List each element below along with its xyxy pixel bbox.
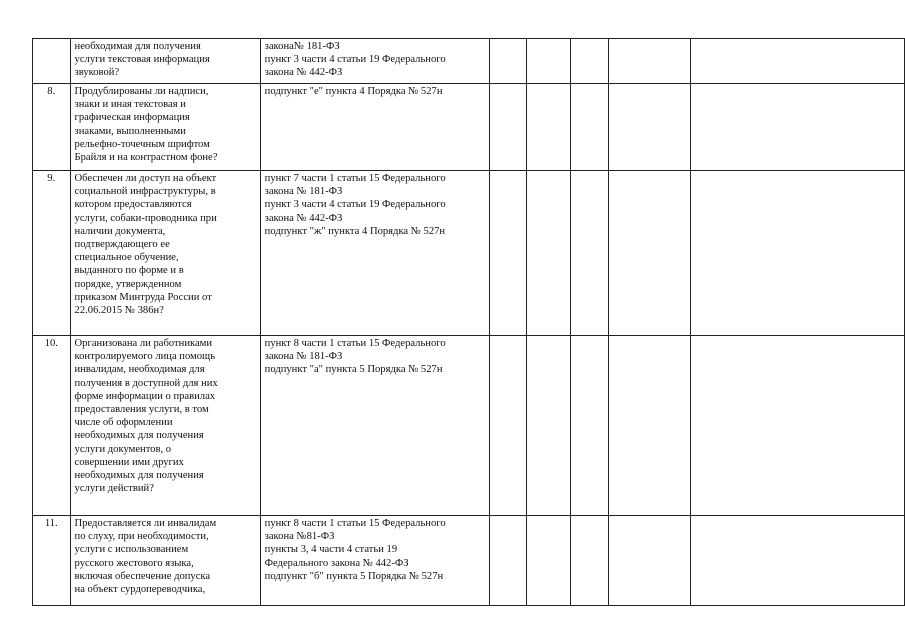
question-text: услуги действий?	[74, 483, 154, 495]
legal-reference: пункты 3, 4 части 4 статьи 19	[264, 544, 398, 556]
question-text: социальной инфраструктуры, в	[74, 186, 216, 198]
legal-reference: закона № 442-ФЗ	[264, 67, 343, 79]
notes-cell	[691, 171, 905, 336]
question-text: необходимых для получения	[74, 430, 204, 442]
question-text: Организована ли работниками	[74, 338, 213, 349]
legal-reference: пункт 3 части 4 статьи 19 Федерального	[264, 199, 446, 211]
answer-no-cell	[527, 516, 571, 606]
legal-reference: подпункт "ж" пункта 4 Порядка № 527н	[264, 225, 446, 237]
question-text: знаками, выполненными	[74, 125, 186, 137]
answer-yes-cell	[489, 171, 526, 336]
question-text: Обеспечен ли доступ на объект	[74, 173, 217, 184]
legal-reference: закона № 181-ФЗ	[264, 186, 343, 198]
question-text: контролируемого лица помощь	[74, 351, 216, 363]
question-text: получения в доступной для них	[74, 377, 218, 389]
answer-no-cell	[527, 84, 571, 171]
question-text: предоставления услуги, в том	[74, 404, 209, 416]
legal-reference: закона № 442-ФЗ	[264, 212, 343, 224]
reference-cell	[260, 171, 489, 336]
question-text: необходимая для получения	[74, 41, 201, 52]
points-cell	[609, 39, 691, 84]
question-cell	[70, 516, 260, 606]
question-text: Предоставляется ли инвалидам	[74, 518, 217, 529]
answer-na-cell	[571, 336, 609, 516]
question-text: числе об оформлении	[74, 417, 173, 429]
table-row	[33, 516, 905, 606]
row-number: 10.	[33, 336, 71, 516]
question-text: выданного по форме и в	[74, 265, 184, 277]
question-text: по слуху, при необходимости,	[74, 531, 209, 543]
legal-reference: подпункт "б" пункта 5 Порядка № 527н	[264, 570, 444, 582]
question-text: услуги текстовая информация	[74, 54, 210, 66]
question-text: услуги документов, о	[74, 443, 172, 455]
question-text: специальное обучение,	[74, 252, 179, 264]
question-text: форме информации о правилах	[74, 390, 216, 402]
reference-cell	[260, 84, 489, 171]
answer-yes-cell	[489, 516, 526, 606]
question-text: приказом Минтруда России от	[74, 291, 212, 303]
question-cell	[70, 171, 260, 336]
legal-reference: подпункт "е" пункта 4 Порядка № 527н	[264, 86, 443, 97]
question-text: Брайля и на контрастном фоне?	[74, 152, 218, 164]
question-text: на объект сурдопереводчика,	[74, 584, 206, 596]
question-text: совершении ими других	[74, 456, 184, 468]
question-cell	[70, 39, 260, 84]
row-number: 9.	[33, 171, 71, 336]
answer-na-cell	[571, 84, 609, 171]
notes-cell	[691, 39, 905, 84]
answer-na-cell	[571, 516, 609, 606]
legal-reference: закона №81-ФЗ	[264, 531, 335, 543]
question-text: порядке, утвержденном	[74, 278, 182, 290]
points-cell	[609, 84, 691, 171]
notes-cell	[691, 516, 905, 606]
answer-yes-cell	[489, 336, 526, 516]
legal-reference: пункт 8 части 1 статьи 15 Федерального	[264, 338, 446, 349]
notes-cell	[691, 84, 905, 171]
question-text: услуги с использованием	[74, 544, 189, 556]
question-text: наличии документа,	[74, 225, 166, 237]
question-text: котором предоставляются	[74, 199, 192, 211]
checklist-table	[32, 38, 905, 606]
legal-reference: закона№ 181-ФЗ	[264, 41, 340, 52]
points-cell	[609, 171, 691, 336]
answer-na-cell	[571, 39, 609, 84]
legal-reference: пункт 3 части 4 статьи 19 Федерального	[264, 54, 446, 66]
reference-cell	[260, 516, 489, 606]
reference-cell	[260, 39, 489, 84]
table-row	[33, 39, 905, 84]
question-text: графическая информация	[74, 112, 190, 124]
question-text: 22.06.2015 № 386н?	[74, 305, 164, 317]
answer-no-cell	[527, 336, 571, 516]
question-text: русского жестового языка,	[74, 557, 194, 569]
table-row	[33, 336, 905, 516]
question-text: инвалидам, необходимая для	[74, 364, 205, 376]
table-row	[33, 84, 905, 171]
answer-no-cell	[527, 39, 571, 84]
points-cell	[609, 336, 691, 516]
legal-reference: пункт 7 части 1 статьи 15 Федерального	[264, 173, 446, 184]
question-text: рельефно-точечным шрифтом	[74, 138, 210, 150]
answer-na-cell	[571, 171, 609, 336]
reference-cell	[260, 336, 489, 516]
question-text: необходимых для получения	[74, 470, 204, 482]
question-cell	[70, 84, 260, 171]
row-number: 8.	[33, 84, 71, 171]
question-text: Продублированы ли надписи,	[74, 86, 209, 97]
row-number: 11.	[33, 516, 71, 606]
notes-cell	[691, 336, 905, 516]
question-text: подтверждающего ее	[74, 239, 170, 251]
answer-yes-cell	[489, 84, 526, 171]
legal-reference: Федерального закона № 442-ФЗ	[264, 557, 409, 569]
answer-yes-cell	[489, 39, 526, 84]
question-text: услуги, собаки-проводника при	[74, 212, 217, 224]
table-row	[33, 171, 905, 336]
legal-reference: закона № 181-ФЗ	[264, 351, 343, 363]
legal-reference: пункт 8 части 1 статьи 15 Федерального	[264, 518, 446, 529]
row-number	[33, 39, 71, 84]
question-cell	[70, 336, 260, 516]
question-text: звуковой?	[74, 67, 120, 79]
legal-reference: подпункт "а" пункта 5 Порядка № 527н	[264, 364, 443, 376]
question-text: включая обеспечение допуска	[74, 570, 211, 582]
points-cell	[609, 516, 691, 606]
answer-no-cell	[527, 171, 571, 336]
question-text: знаки и иная текстовая и	[74, 99, 186, 111]
